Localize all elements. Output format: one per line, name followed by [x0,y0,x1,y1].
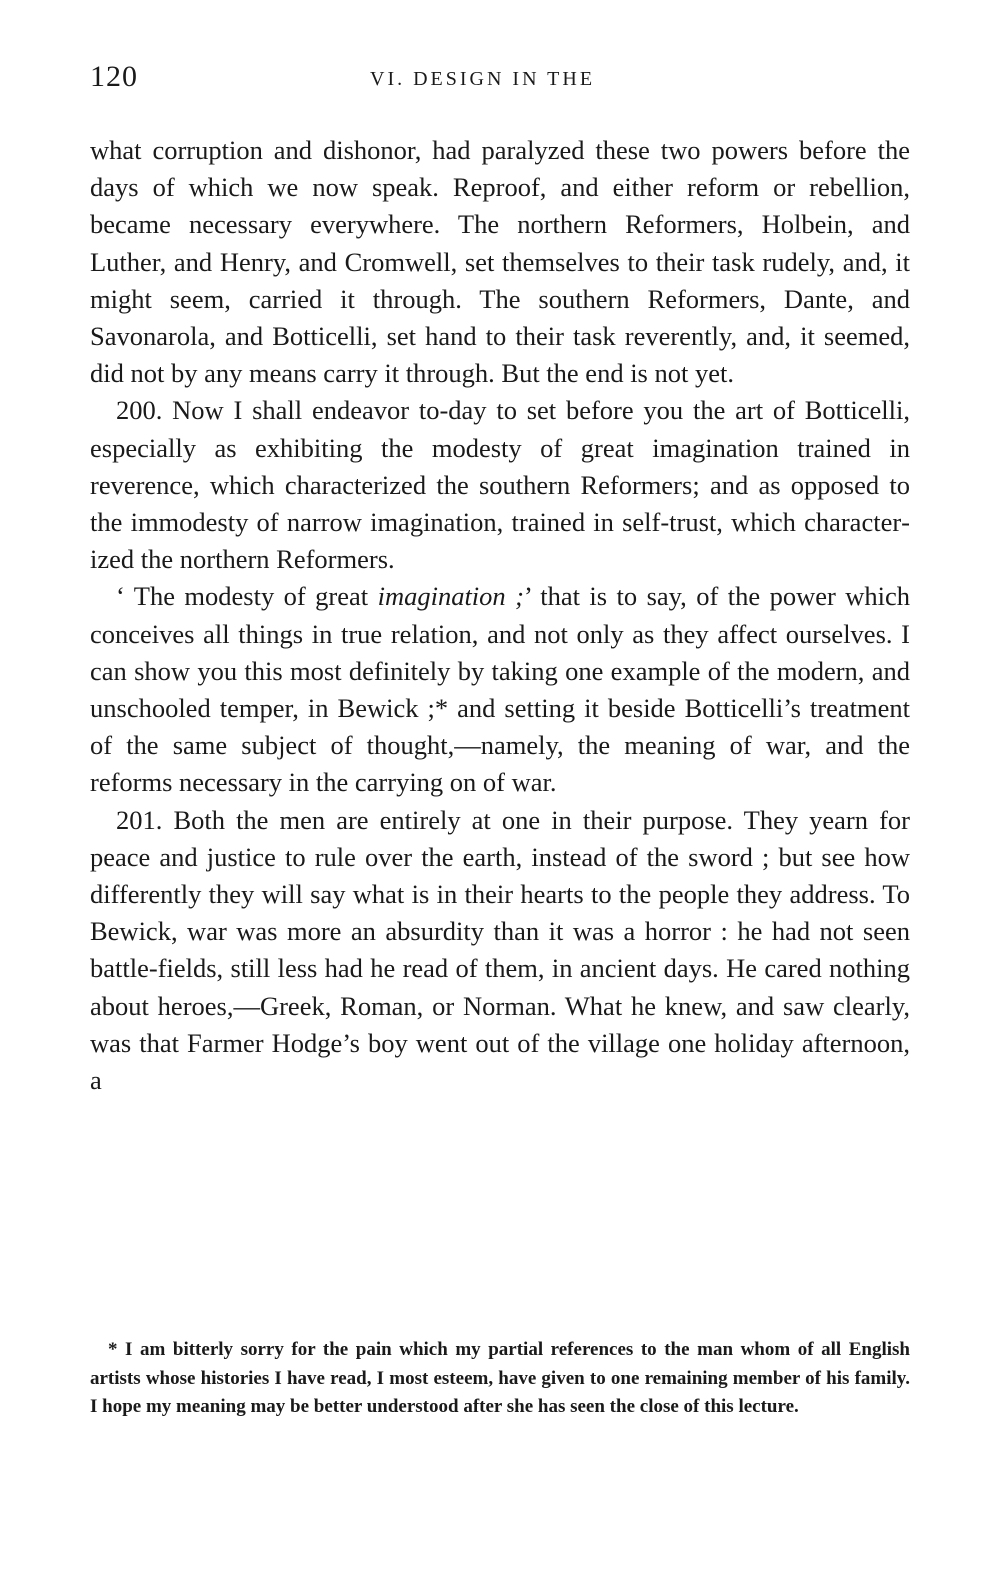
paragraph-continued: what corruption and dishonor, had paralyzed these two powers before the days of which we now speak. Reproof, and either reform or rebellion, became necessary everywhere. The northern Reformers, Holbein, and Luther, and Henry, and Cromwell, set themselves to their task rudely, and, it might seem, carried it through. The southern Reformers, Dante, and Savonarola, and Botticelli, set hand to their task reverently, and, it seemed, did not by any means carry it through. But the end is not yet. [90,135,910,389]
paragraph-modesty [90,578,910,801]
footnote: * I am bitterly sorry for the pain which my partial references to the man whom of all English artists whose histories I have read, I most esteem, have given to one remaining member of his family. I hope my meaning may be better understood after she has seen the close of this lecture. [90,1339,910,1417]
page-number: 120 [90,60,138,93]
main-text [90,132,910,1099]
running-title: VI. DESIGN IN THE [370,68,596,90]
book-page [90,0,910,1588]
paragraph-modesty-rest: ’ that is to say, of the power which conceives all things in true relation, and not only as they affect ourselves. I can show you this most definitely by taking one example of the modern, and unschooled temper, in Bewick ;* and setting it beside Botticelli’s treatment of the same subject of thought,—namely, the meaning of war, and the reforms necessary in the carrying on of war. [90,581,910,798]
running-head [90,60,910,100]
paragraph-201: 201. Both the men are entirely at one in their purpose. They yearn for peace and justice to rule over the earth, instead of the sword ; but see how differently they will say what is in their hearts to the people they address. To Bewick, war was more an absurdity than it was a horror : he had not seen battle-fields, still less had he read of them, in ancient days. He cared nothing about heroes,—Greek, Roman, or Norman. What he knew, and saw clearly, was that Farmer Hodge’s boy went out of the village one holiday afternoon, a [90,804,910,1096]
paragraph-modesty-start: ‘ The modesty of great [116,581,378,612]
italic-imagination: imagination ; [377,581,524,612]
paragraph-200: 200. Now I shall endeavor to-day to set before you the art of Botticelli, especially as exhibiting the modesty of great imagination trained in reverence, which characterized the southern Reformers; and as opposed to the immodesty of narrow imagination, trained in self-trust, which characterized the northern Reformers. [90,395,910,575]
